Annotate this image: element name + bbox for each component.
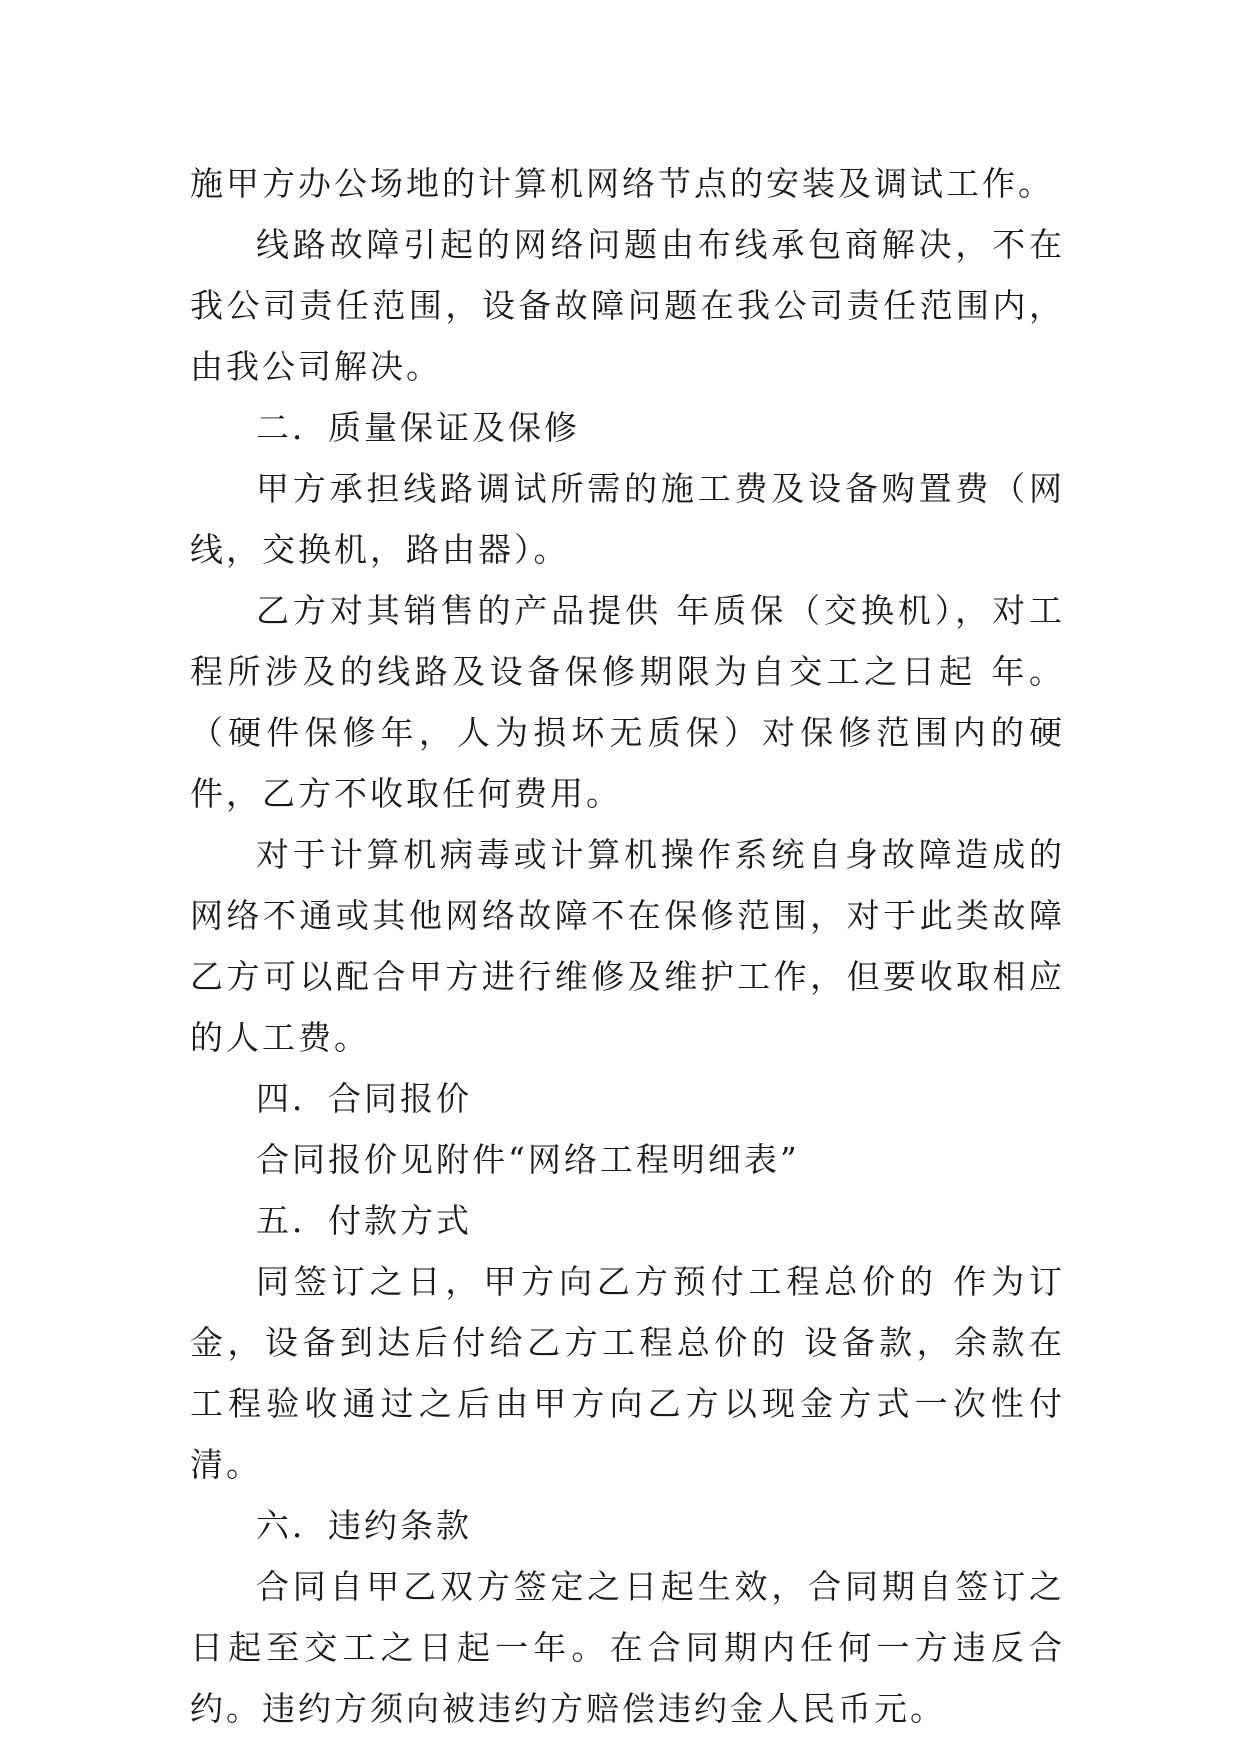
paragraph-fault-responsibility: 线路故障引起的网络问题由布线承包商解决，不在我公司责任范围，设备故障问题在我公司责任范围内，由我公司解决。 bbox=[190, 225, 1065, 386]
section-heading-quote: 四．合同报价 bbox=[256, 1079, 472, 1118]
section-heading-quality: 二．质量保证及保修 bbox=[256, 408, 580, 447]
paragraph-breach: 合同自甲乙双方签定之日起生效，合同期自签订之日起至交工之日起一年。在合同期内任何一方违反合约。违约方须向被违约方赔偿违约金人民币元。 bbox=[190, 1567, 1065, 1728]
paragraph-installation: 施甲方办公场地的计算机网络节点的安装及调试工作。 bbox=[190, 164, 1054, 203]
document-body bbox=[190, 153, 1065, 1739]
paragraph-warranty: 乙方对其销售的产品提供 年质保（交换机），对工程所涉及的线路及设备保修期限为自交工之日起 年。（硬件保修年，人为损坏无质保）对保修范围内的硬件，乙方不收取任何费用。 bbox=[190, 591, 1065, 813]
paragraph-payment: 同签订之日，甲方向乙方预付工程总价的 作为订金，设备到达后付给乙方工程总价的 设备款，余款在工程验收通过之后由甲方向乙方以现金方式一次性付清。 bbox=[190, 1262, 1065, 1484]
section-heading-payment: 五．付款方式 bbox=[256, 1201, 472, 1240]
paragraph-quote: 合同报价见附件“网络工程明细表” bbox=[256, 1140, 800, 1179]
paragraph-exclusions: 对于计算机病毒或计算机操作系统自身故障造成的网络不通或其他网络故障不在保修范围，对于此类故障乙方可以配合甲方进行维修及维护工作，但要收取相应的人工费。 bbox=[190, 835, 1065, 1057]
paragraph-costs: 甲方承担线路调试所需的施工费及设备购置费（网线，交换机，路由器）。 bbox=[190, 469, 1065, 569]
section-heading-breach: 六．违约条款 bbox=[256, 1506, 472, 1545]
